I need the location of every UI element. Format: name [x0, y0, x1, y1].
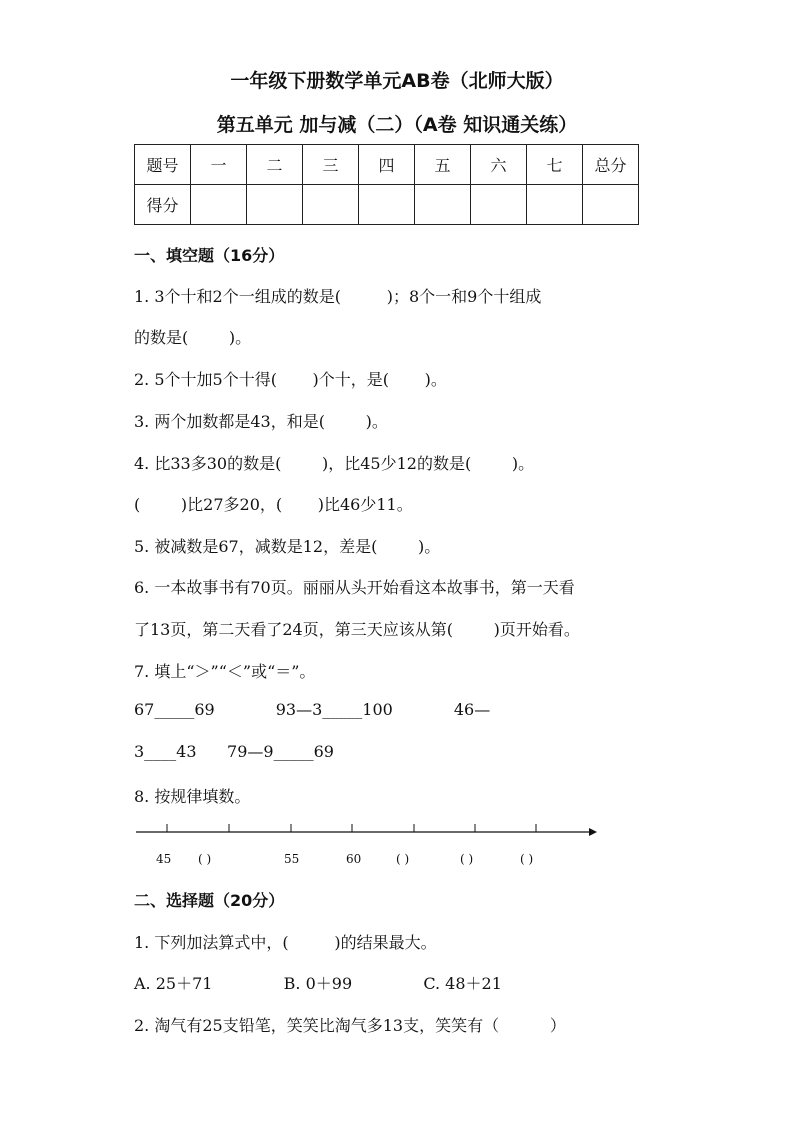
- score-table-score-row: [135, 185, 639, 225]
- score-input-cell: [471, 185, 527, 225]
- number-line-label: ( ): [396, 852, 410, 866]
- score-table: [134, 144, 639, 225]
- score-input-cell: [359, 185, 415, 225]
- question-line: 2. 5个十加5个十得( )个十，是( )。: [134, 370, 447, 389]
- score-input-cell: [527, 185, 583, 225]
- question-line: A. 25＋71 B. 0＋99 C. 48＋21: [134, 974, 502, 993]
- page-subtitle: 第五单元 加与减（二）（A卷 知识通关练）: [216, 114, 578, 136]
- question-line: 了13页，第二天看了24页，第三天应该从第( )页开始看。: [134, 620, 580, 639]
- question-line: 67_____69 93—3_____100 46—: [134, 700, 491, 719]
- number-line-label: ( ): [460, 852, 474, 866]
- section-heading: 二、选择题（20分）: [134, 891, 285, 910]
- question-line: 1. 下列加法算式中，( )的结果最大。: [134, 933, 437, 952]
- question-line: ( )比27多20，( )比46少11。: [134, 495, 413, 514]
- score-table-header-row: [135, 145, 639, 185]
- score-cell: 一: [191, 145, 247, 185]
- number-line-label: 55: [284, 852, 300, 866]
- question-line: 7. 填上“＞”“＜”或“＝”。: [134, 662, 316, 681]
- question-line: 的数是( )。: [134, 328, 252, 347]
- score-input-cell: [191, 185, 247, 225]
- score-input-cell: [247, 185, 303, 225]
- question-line: 8. 按规律填数。: [134, 787, 251, 806]
- score-cell: 七: [527, 145, 583, 185]
- question-line: 5. 被减数是67，减数是12，差是( )。: [134, 537, 441, 556]
- score-input-cell: [303, 185, 359, 225]
- number-line-label: 45: [156, 852, 172, 866]
- score-cell: 六: [471, 145, 527, 185]
- score-input-cell: [415, 185, 471, 225]
- score-cell: 三: [303, 145, 359, 185]
- score-cell: 二: [247, 145, 303, 185]
- score-cell: 五: [415, 145, 471, 185]
- score-cell: 得分: [135, 185, 191, 225]
- number-line-arrow: [589, 828, 597, 836]
- question-line: 2. 淘气有25支铅笔，笑笑比淘气多13支，笑笑有（ ）: [134, 1016, 566, 1035]
- number-line-label: ( ): [198, 852, 212, 866]
- number-line: [134, 818, 604, 848]
- question-line: 3____43 79—9_____69: [134, 742, 334, 761]
- score-input-cell: [583, 185, 639, 225]
- number-line-label: ( ): [520, 852, 534, 866]
- section-heading: 一、填空题（16分）: [134, 246, 285, 265]
- question-line: 1. 3个十和2个一组成的数是( )；8个一和9个十组成: [134, 287, 542, 306]
- score-cell: 总分: [583, 145, 639, 185]
- score-cell: 题号: [135, 145, 191, 185]
- number-line-label: 60: [346, 852, 362, 866]
- question-line: 4. 比33多30的数是( )，比45少12的数是( )。: [134, 454, 535, 473]
- page-title: 一年级下册数学单元AB卷（北师大版）: [230, 70, 564, 92]
- score-cell: 四: [359, 145, 415, 185]
- question-line: 6. 一本故事书有70页。丽丽从头开始看这本故事书，第一天看: [134, 578, 575, 597]
- question-line: 3. 两个加数都是43，和是( )。: [134, 412, 388, 431]
